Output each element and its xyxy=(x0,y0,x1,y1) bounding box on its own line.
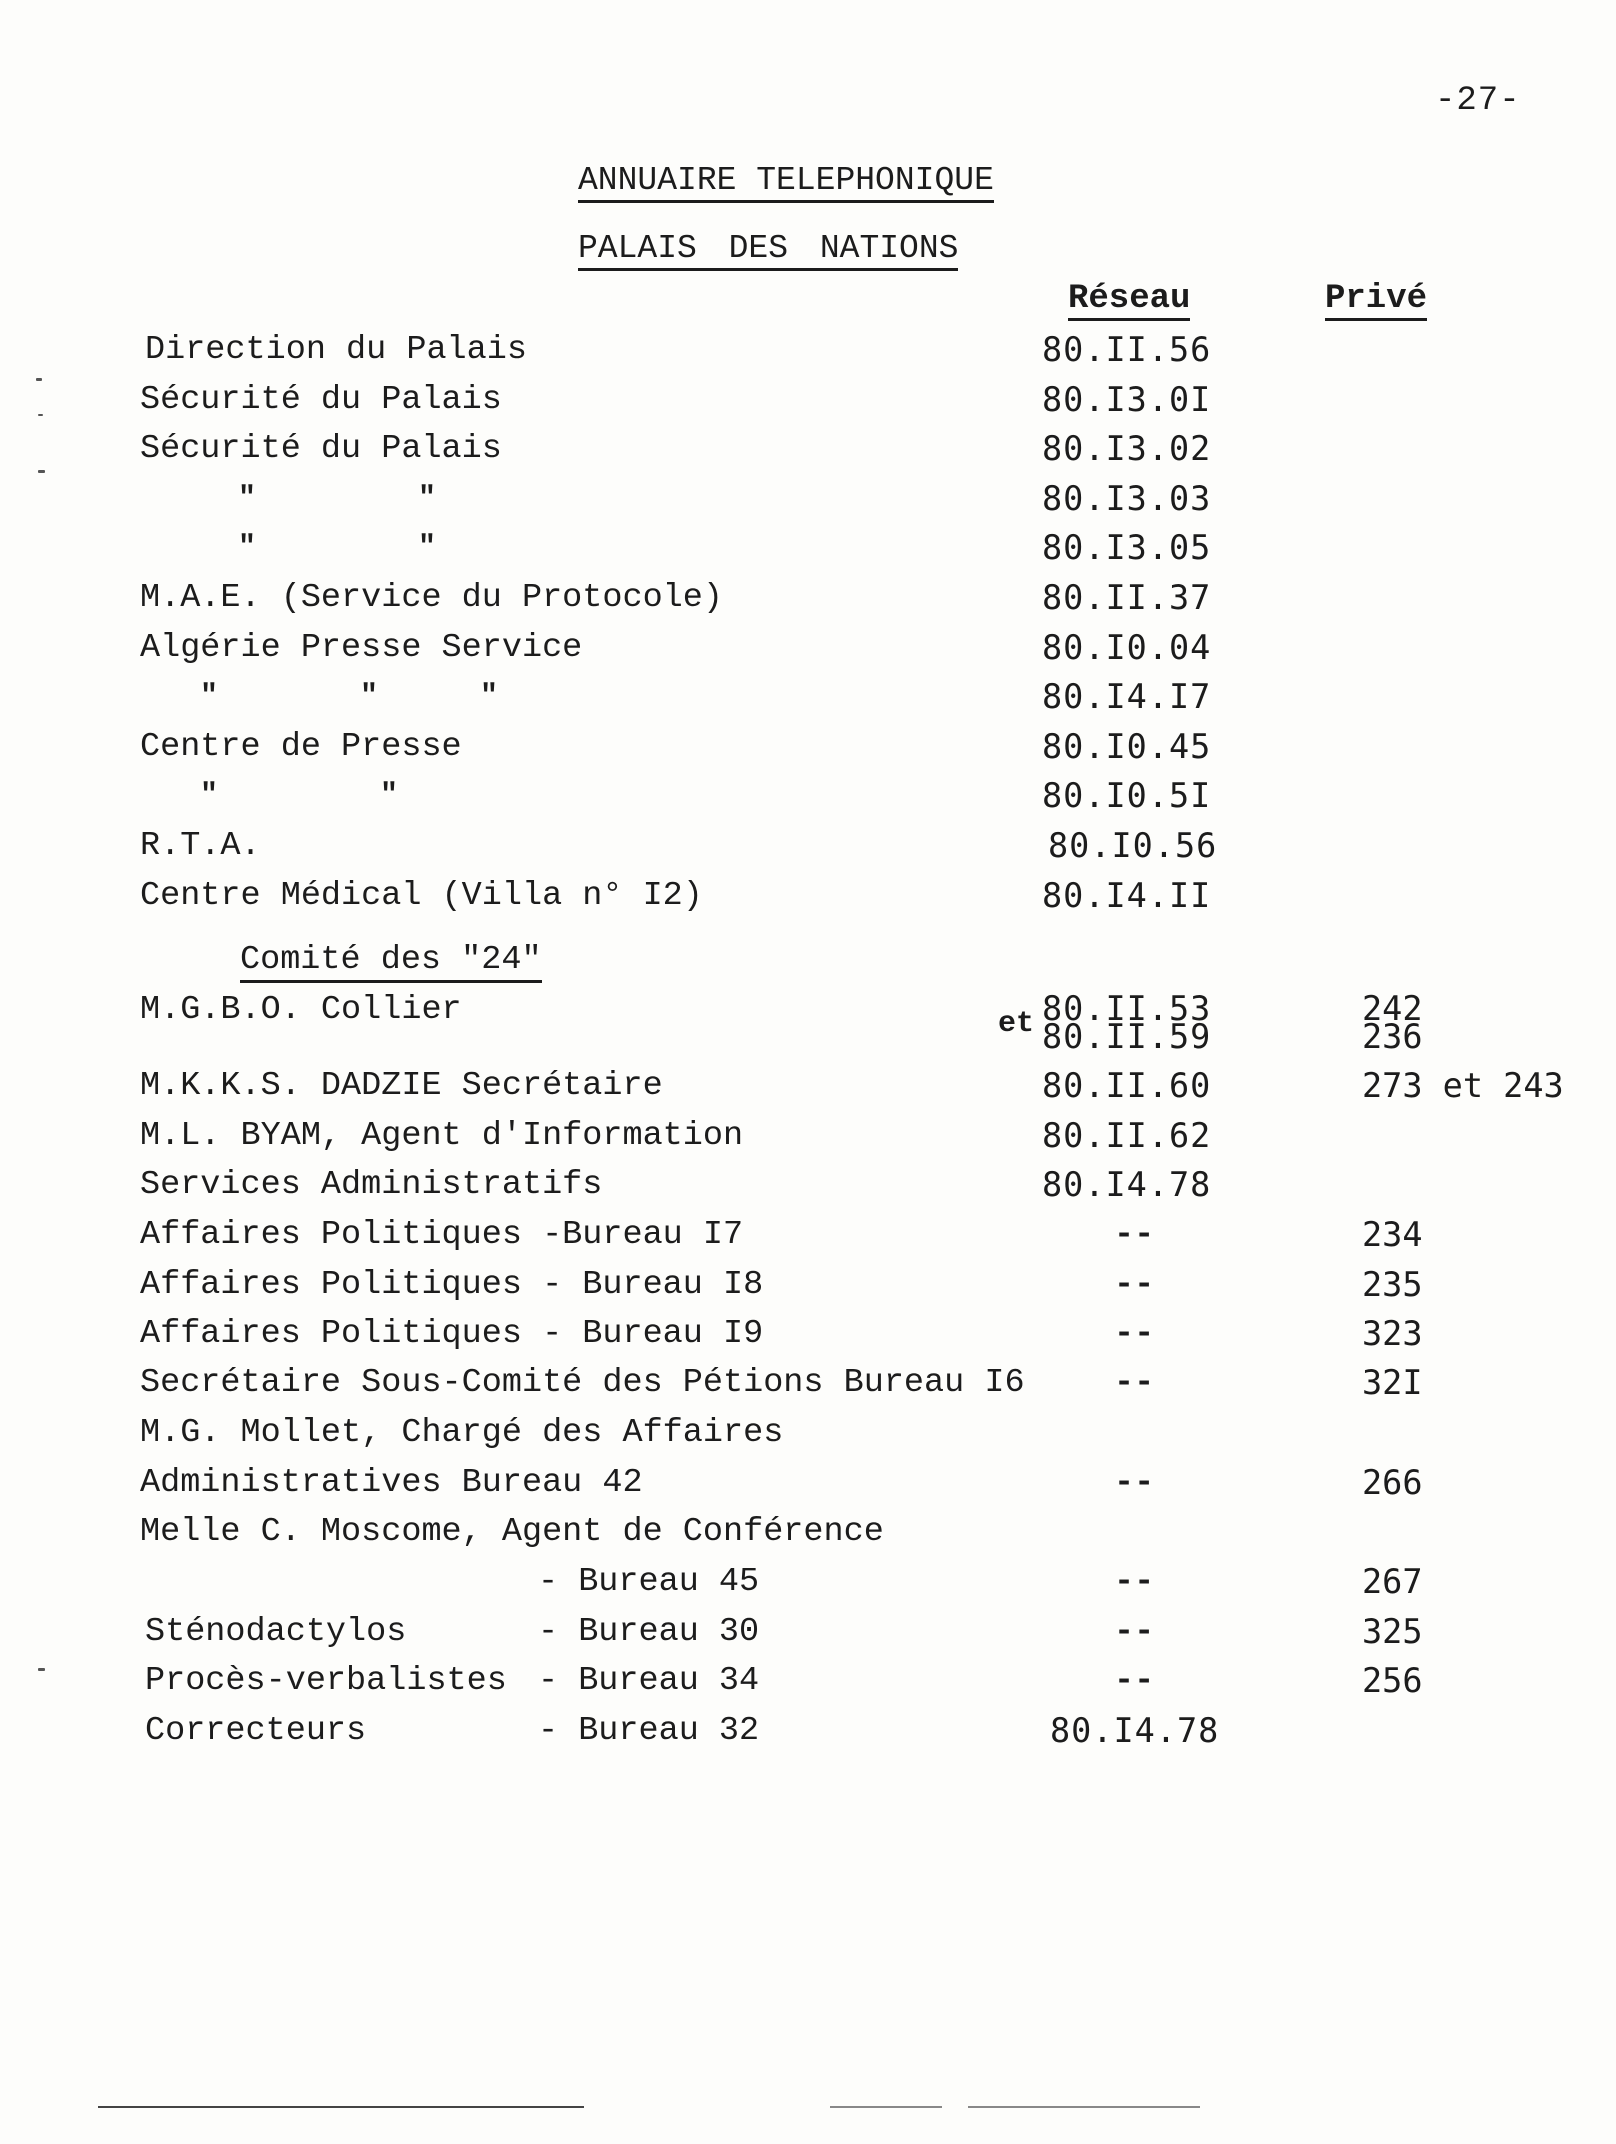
ditto-mark: " xyxy=(380,779,399,813)
directory-row xyxy=(0,1263,1616,1311)
directory-row xyxy=(0,1560,1616,1608)
directory-row xyxy=(0,988,1616,1058)
bottom-rule xyxy=(968,2106,1200,2108)
margin-mark xyxy=(38,414,43,416)
margin-mark xyxy=(36,378,42,381)
bottom-rule xyxy=(98,2106,584,2108)
directory-row xyxy=(0,1610,1616,1658)
entry-prive: 266 xyxy=(1362,1463,1423,1502)
entry-reseau: 80.I0.5I xyxy=(1042,776,1212,815)
directory-row xyxy=(0,1510,1616,1558)
no-reseau-dash: -- xyxy=(1114,1266,1155,1304)
entry-label: M.K.K.S. DADZIE Secrétaire xyxy=(140,1067,663,1105)
directory-row xyxy=(0,477,1616,525)
directory-row xyxy=(0,1709,1616,1757)
entry-prive: 256 xyxy=(1362,1661,1423,1700)
directory-row xyxy=(0,1361,1616,1409)
entry-prive: 235 xyxy=(1362,1265,1423,1304)
directory-row xyxy=(0,1659,1616,1707)
entry-label: M.A.E. (Service du Protocole) xyxy=(140,579,723,617)
entry-label: Direction du Palais xyxy=(145,331,527,369)
directory-row xyxy=(0,1312,1616,1360)
directory-row xyxy=(0,824,1616,872)
directory-row xyxy=(0,1163,1616,1211)
entry-label: M.L. BYAM, Agent d'Information xyxy=(140,1117,744,1155)
entry-label: Centre Médical (Villa n° I2) xyxy=(140,877,703,915)
entry-label: R.T.A. xyxy=(140,827,261,865)
ditto-mark: " xyxy=(200,680,219,714)
directory-row xyxy=(0,576,1616,624)
ditto-mark: " xyxy=(480,680,499,714)
entry-label: M.G.B.O. Collier xyxy=(140,991,462,1029)
no-reseau-dash: -- xyxy=(1114,1216,1155,1254)
column-header-prive: Privé xyxy=(1325,280,1427,321)
entry-prive: 234 xyxy=(1362,1215,1423,1254)
entry-reseau: 80.I3.05 xyxy=(1042,528,1212,567)
entry-reseau: 80.II.37 xyxy=(1042,578,1212,617)
entry-reseau: 80.I0.04 xyxy=(1042,628,1212,667)
directory-row xyxy=(0,725,1616,773)
margin-mark xyxy=(38,1668,45,1671)
page-number: -27- xyxy=(1435,82,1521,120)
directory-row xyxy=(0,626,1616,674)
no-reseau-dash: -- xyxy=(1114,1613,1155,1651)
ditto-mark: " xyxy=(418,482,437,516)
document-subtitle: PALAIS DES NATIONS xyxy=(578,230,958,271)
entry-label: Melle C. Moscome, Agent de Conférence xyxy=(140,1513,884,1551)
entry-prive-2: 236 xyxy=(1362,1017,1423,1056)
entry-reseau: 80.II.56 xyxy=(1042,330,1212,369)
entry-prive: 242 xyxy=(1362,989,1423,1028)
directory-row xyxy=(0,1461,1616,1509)
entry-reseau: 80.I4.78 xyxy=(1050,1711,1220,1750)
entry-label: Sécurité du Palais xyxy=(140,430,502,468)
entry-label: Secrétaire Sous-Comité des Pétions Bureau I6 xyxy=(140,1364,1025,1402)
directory-row xyxy=(0,1064,1616,1112)
entry-prive: 323 xyxy=(1362,1314,1423,1353)
directory-row xyxy=(0,427,1616,475)
entry-label: Correcteurs xyxy=(145,1712,367,1750)
entry-label: Sécurité du Palais xyxy=(140,381,502,419)
ditto-mark: " xyxy=(360,680,379,714)
entry-label: Affaires Politiques - Bureau I9 xyxy=(140,1315,764,1353)
directory-row xyxy=(0,526,1616,574)
entry-reseau: 80.I3.0I xyxy=(1042,380,1212,419)
entry-reseau: 80.I3.02 xyxy=(1042,429,1212,468)
entry-reseau: 80.I0.45 xyxy=(1042,727,1212,766)
entry-bureau: - Bureau 34 xyxy=(538,1662,760,1700)
bottom-rule xyxy=(830,2106,942,2108)
directory-row xyxy=(0,774,1616,822)
ditto-mark: " xyxy=(238,531,257,565)
directory-row xyxy=(0,1114,1616,1162)
entry-label: Administratives Bureau 42 xyxy=(140,1464,643,1502)
directory-row xyxy=(0,874,1616,922)
directory-row xyxy=(0,378,1616,426)
ditto-mark: " xyxy=(200,779,219,813)
entry-label: Algérie Presse Service xyxy=(140,629,583,667)
entry-reseau: 80.II.62 xyxy=(1042,1116,1212,1155)
directory-row xyxy=(0,1213,1616,1261)
entry-prive: 273 et 243 xyxy=(1362,1066,1564,1105)
entry-label: M.G. Mollet, Chargé des Affaires xyxy=(140,1414,784,1452)
entry-reseau: 80.II.60 xyxy=(1042,1066,1212,1105)
document-title: ANNUAIRE TELEPHONIQUE xyxy=(578,162,994,203)
entry-reseau-2: 80.II.59 xyxy=(1042,1017,1212,1056)
entry-reseau: 80.I3.03 xyxy=(1042,479,1212,518)
and-mark: et xyxy=(998,1007,1035,1041)
no-reseau-dash: -- xyxy=(1114,1563,1155,1601)
ditto-mark: " xyxy=(418,531,437,565)
entry-reseau: 80.I4.I7 xyxy=(1042,677,1212,716)
entry-bureau: - Bureau 30 xyxy=(538,1613,760,1651)
section-heading: Comité des "24" xyxy=(240,940,542,983)
no-reseau-dash: -- xyxy=(1114,1662,1155,1700)
entry-reseau: 80.I0.56 xyxy=(1048,826,1218,865)
column-header-reseau: Réseau xyxy=(1068,280,1190,321)
entry-reseau: 80.II.53 xyxy=(1042,989,1212,1028)
entry-reseau: 80.I4.II xyxy=(1042,876,1212,915)
entry-prive: 267 xyxy=(1362,1562,1423,1601)
entry-prive: 325 xyxy=(1362,1612,1423,1651)
margin-mark xyxy=(38,470,45,473)
entry-label: Affaires Politiques -Bureau I7 xyxy=(140,1216,744,1254)
directory-row xyxy=(0,675,1616,723)
entry-label: Centre de Presse xyxy=(140,728,462,766)
entry-prive: 32I xyxy=(1362,1363,1423,1402)
entry-label: Services Administratifs xyxy=(140,1166,603,1204)
no-reseau-dash: -- xyxy=(1114,1364,1155,1402)
entry-bureau: - Bureau 32 xyxy=(538,1712,760,1750)
entry-label: Sténodactylos xyxy=(145,1613,407,1651)
ditto-mark: " xyxy=(238,482,257,516)
no-reseau-dash: -- xyxy=(1114,1464,1155,1502)
directory-row xyxy=(0,328,1616,376)
no-reseau-dash: -- xyxy=(1114,1315,1155,1353)
entry-label: Affaires Politiques - Bureau I8 xyxy=(140,1266,764,1304)
entry-bureau: - Bureau 45 xyxy=(538,1563,760,1601)
directory-row xyxy=(0,1411,1616,1459)
entry-reseau: 80.I4.78 xyxy=(1042,1165,1212,1204)
entry-label: Procès-verbalistes xyxy=(145,1662,507,1700)
